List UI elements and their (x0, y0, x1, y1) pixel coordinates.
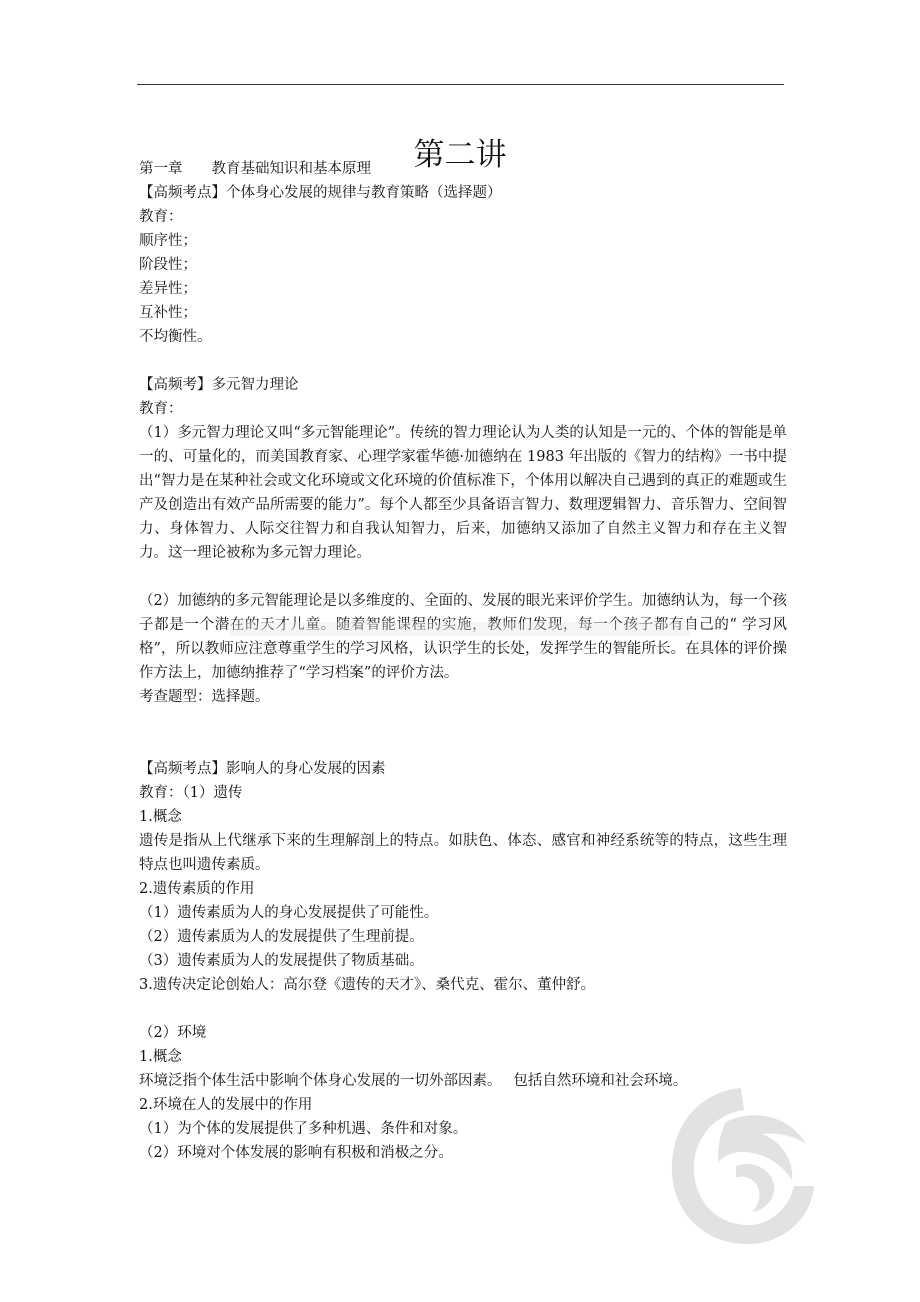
section-heading-development-law: 【高频考点】个体身心发展的规律与教育策略（选择题） (139, 185, 502, 201)
list-item: 顺序性； (139, 233, 197, 249)
chapter-heading: 第一章 教育基础知识和基本原理 (139, 161, 371, 177)
section-heading-multiple-intelligences: 【高频考】多元智力理论 (139, 377, 299, 393)
list-item: 互补性； (139, 305, 197, 321)
logo-watermark-icon (666, 1082, 816, 1250)
section-lead: 教育： (139, 401, 183, 417)
concept-text: 遗传是指从上代继承下来的生理解剖上的特点。如肤色、体态、感官和神经系统等的特点，这些生理特点也叫遗传素质。 (139, 833, 787, 873)
list-item: （2）遗传素质为人的发展提供了生理前提。 (139, 929, 424, 945)
concept-label: 1.概念 (139, 1049, 182, 1065)
header-rule (137, 84, 784, 85)
document-body (139, 157, 787, 1165)
concept-label: 1.概念 (139, 809, 182, 825)
spacer (139, 997, 787, 1021)
founders-line: 3.遗传决定论创始人：高尔登《遗传的天才》、桑代克、霍尔、董仲舒。 (139, 977, 596, 993)
section-lead: 教育：（1）遗传 (139, 785, 243, 801)
spacer (139, 709, 787, 757)
list-item: 阶段性； (139, 257, 197, 273)
list-item: （3）遗传素质为人的发展提供了物质基础。 (139, 953, 424, 969)
paragraph-1: （1）多元智力理论又叫“多元智能理论”。传统的智力理论认为人类的认知是一元的、个体的智能是单一的、可量化的，而美国教育家、心理学家霍华德·加德纳在 1983 年出版的《智力的结构》一书中提出“智力是在某种社会或文化环境或文化环境的价值标准下，个体用以解决自己遇到的真正的难题或生产及创造出有效产品所需要的能力”。每个人都至少具备语言智力、数理逻辑智力、音乐智力、空间智力、身体智力、人际交往智力和自我认知智力，后来，加德纳又添加了自然主义智力和存在主义智力。这一理论被称为多元智力理论。 (139, 425, 787, 561)
section-heading-influence-factors: 【高频考点】影响人的身心发展的因素 (139, 761, 386, 777)
page-title: 第二讲 (413, 136, 507, 173)
list-item: （1）遗传素质为人的身心发展提供了可能性。 (139, 905, 439, 921)
exam-type-note: 考查题型：选择题。 (139, 689, 270, 705)
paragraph-2: （2）加德纳的多元智能理论是以多维度的、全面的、发展的眼光来评价学生。加德纳认为，每一个孩子都是一个潜在的天才儿童。随着智能课程的实施，教师们发现，每一个孩子都有自己的“ 学习风格”，所以教师应注意尊重学生的学习风格，认识学生的长处，发挥学生的智能所长。在具体的评价操作方法上，加德纳推荐了“学习档案”的评价方法。 (139, 593, 787, 681)
list-item: （1）为个体的发展提供了多种机遇、条件和对象。 (139, 1121, 468, 1137)
list-item: （2）环境对个体发展的影响有积极和消极之分。 (139, 1145, 453, 1161)
concept-text: 环境泛指个体生活中影响个体身心发展的一切外部因素。 包括自然环境和社会环境。 (139, 1073, 688, 1089)
subsection-heading-environment: （2）环境 (139, 1025, 207, 1041)
spacer (139, 565, 787, 589)
spacer (139, 349, 787, 373)
list-item: 差异性； (139, 281, 197, 297)
section-lead: 教育： (139, 209, 183, 225)
role-label: 2.遗传素质的作用 (139, 881, 255, 897)
list-item: 不均衡性。 (139, 329, 212, 345)
role-label: 2.环境在人的发展中的作用 (139, 1097, 313, 1113)
